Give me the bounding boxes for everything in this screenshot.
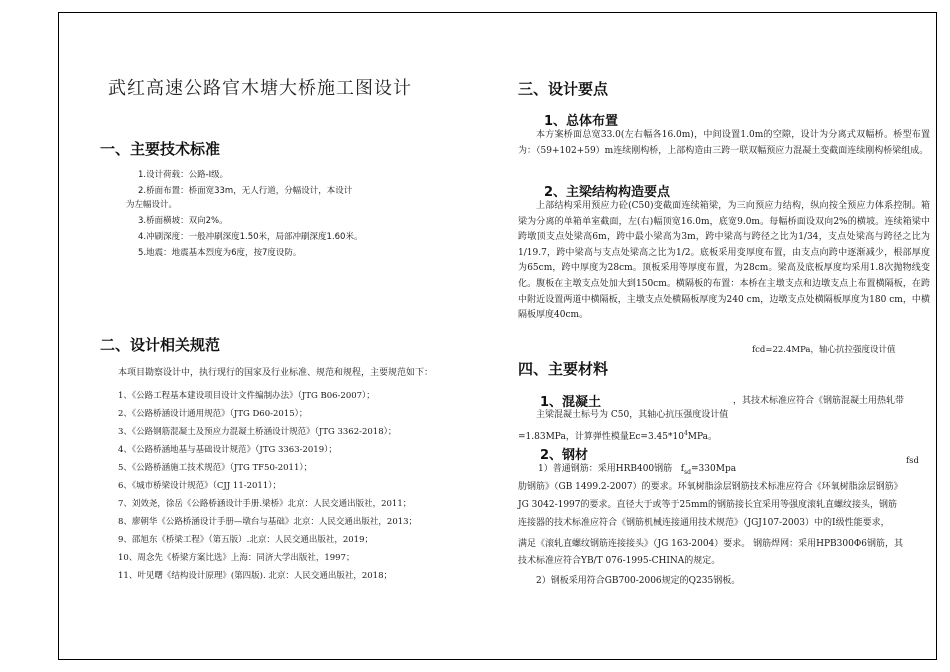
reference-item: 3、《公路钢筋混凝土及预应力混凝土桥涵设计规范》（JTG 3362-2018）； bbox=[118, 427, 397, 437]
concrete-line-1: ，其技术标准应符合《钢筋混凝土用热轧带 bbox=[733, 396, 905, 406]
reference-item: 5、《公路桥涵施工技术规范》（JTG TF50-2011）； bbox=[118, 463, 313, 473]
reference-item: 11、叶见曙《结构设计原理》(第四版). 北京：人民交通出版社，2018； bbox=[118, 571, 392, 581]
subsection-girder-heading: 2、主梁结构构造要点 bbox=[544, 185, 671, 200]
spec-item-2: 2.桥面布置：桥面宽33m，无人行道，分幅设计，本设计 bbox=[138, 186, 353, 196]
reference-item: 9、邵旭东《桥梁工程》（第五版）.北京：人民交通出版社，2019； bbox=[118, 535, 373, 545]
girder-paragraph: 上部结构采用预应力砼(C50)变截面连续箱梁，为三向预应力结构，纵向按全预应力体系控制。箱梁为分离的单箱单室截面，左(右)幅顶宽16.0m，底宽9.0m。每幅桥面设双向2%的横坡。连续箱梁中跨墩顶支点处梁高6m，跨中最小梁高为3m，跨中梁高与跨径之比为1/34，支点处梁高与跨径之比为1/19.7，跨中梁高与支点处梁高之比为1/2。底板采用变厚度布置，由支点向跨中逐渐减少，根部厚度为65cm，跨中厚度为28cm。顶板采用等厚度布置，为28cm。梁高及底板厚度均采用1.8次抛物线变化。腹板在主墩支点处加大到150cm。横隔板的布置：本桥在主墩支点和边墩支点上布置横隔板，在跨中附近设置两道中横隔板，主墩支点处横隔板厚度为240 cm，边墩支点处横隔板厚度为180 cm，中横隔板厚度40cm。 bbox=[518, 201, 930, 321]
steel-line-4: 连接器的技术标准应符合《钢筋机械连接通用技术规范》（JGJ107-2003）中的Ⅰ级性能要求， bbox=[518, 518, 890, 528]
steel-line-6: 技术标准应符合YB/T 076-1995-CHINA的规定。 bbox=[518, 556, 721, 566]
fsd-label: fsd bbox=[906, 456, 919, 466]
subsection-layout-heading: 1、总体布置 bbox=[544, 114, 619, 129]
steel-line-2: 肋钢筋》（GB 1499.2-2007）的要求。环氧树脂涂层钢筋技术标准应符合《环氧树脂涂层钢筋》 bbox=[518, 482, 903, 492]
reference-item: 7、刘效尧，徐岳《公路桥涵设计手册.梁桥》北京：人民交通出版社，2011； bbox=[118, 499, 412, 509]
spec-item-1: 1.设计荷载：公路-Ⅰ级。 bbox=[138, 170, 229, 180]
standards-intro: 本项目勘察设计中，执行现行的国家及行业标准、规范和规程，主要规范如下： bbox=[118, 368, 434, 378]
steel-line-3: JG 3042-1997的要求。直径大于或等于25mm的钢筋接长宜采用等强度滚轧直螺纹接头，钢筋 bbox=[518, 500, 898, 510]
document-title: 武红高速公路官木塘大桥施工图设计 bbox=[108, 78, 412, 99]
section-4-heading: 四、主要材料 bbox=[518, 360, 609, 378]
stray-text: fcd=22.4MPa，轴心抗拉强度设计值 bbox=[752, 345, 896, 355]
concrete-line-3: =1.83MPa，计算弹性模量$Ec=3.45*10^4MPa$。 bbox=[518, 430, 718, 442]
section-3-heading: 三、设计要点 bbox=[518, 80, 609, 98]
section-2-heading: 二、设计相关规范 bbox=[100, 336, 221, 354]
concrete-line-2: 主梁混凝土标号为 C50，其轴心抗压强度设计值 bbox=[536, 410, 729, 420]
reference-item: 8、廖朝华《公路桥涵设计手册—墩台与基础》北京：人民交通出版社，2013； bbox=[118, 517, 418, 527]
steel-line-5: 满足《滚轧直螺纹钢筋连接接头》（JG 163-2004）要求。 钢筋焊网：采用HPB300Φ6钢筋，其 bbox=[518, 539, 903, 549]
section-1-heading: 一、主要技术标准 bbox=[100, 140, 221, 158]
steel-item-1: 1）普通钢筋：采用HRB400钢筋 $f_{sd}=330Mpa$ bbox=[538, 464, 737, 476]
spec-item-4: 4.冲刷深度：一般冲刷深度1.50米，局部冲刷深度1.60米。 bbox=[138, 232, 363, 242]
spec-item-2-cont: 为左幅设计。 bbox=[126, 200, 178, 210]
reference-item: 6、《城市桥梁设计规范》（CJJ 11-2011）； bbox=[118, 481, 281, 491]
reference-item: 4、《公路桥涵地基与基础设计规范》（JTG 3363-2019）； bbox=[118, 445, 337, 455]
reference-item: 2、《公路桥涵设计通用规范》（JTG D60-2015）； bbox=[118, 409, 308, 419]
subsection-steel-heading: 2、钢材 bbox=[540, 448, 589, 463]
subsection-concrete-heading: 1、混凝土 bbox=[540, 395, 602, 410]
layout-paragraph: 本方案桥面总宽33.0(左右幅各16.0m)，中间设置1.0m的空隙，设计为分离式双幅桥。桥型布置为：（59+102+59）m连续刚构桥，上部构造由三跨一联双幅预应力混凝土变截面连续刚构桥梁组成。 bbox=[518, 130, 930, 156]
spec-item-3: 3.桥面横坡：双向2%。 bbox=[138, 216, 228, 226]
spec-item-5: 5.地震：地震基本烈度为6度，按7度设防。 bbox=[138, 248, 302, 258]
reference-item: 10、周念先《桥梁方案比选》上海：同济大学出版社，1997； bbox=[118, 553, 355, 563]
steel-item-2: 2）钢板采用符合GB700-2006规定的Q235钢板。 bbox=[536, 576, 741, 586]
reference-item: 1、《公路工程基本建设项目设计文件编制办法》（JTG B06-2007）； bbox=[118, 391, 375, 401]
